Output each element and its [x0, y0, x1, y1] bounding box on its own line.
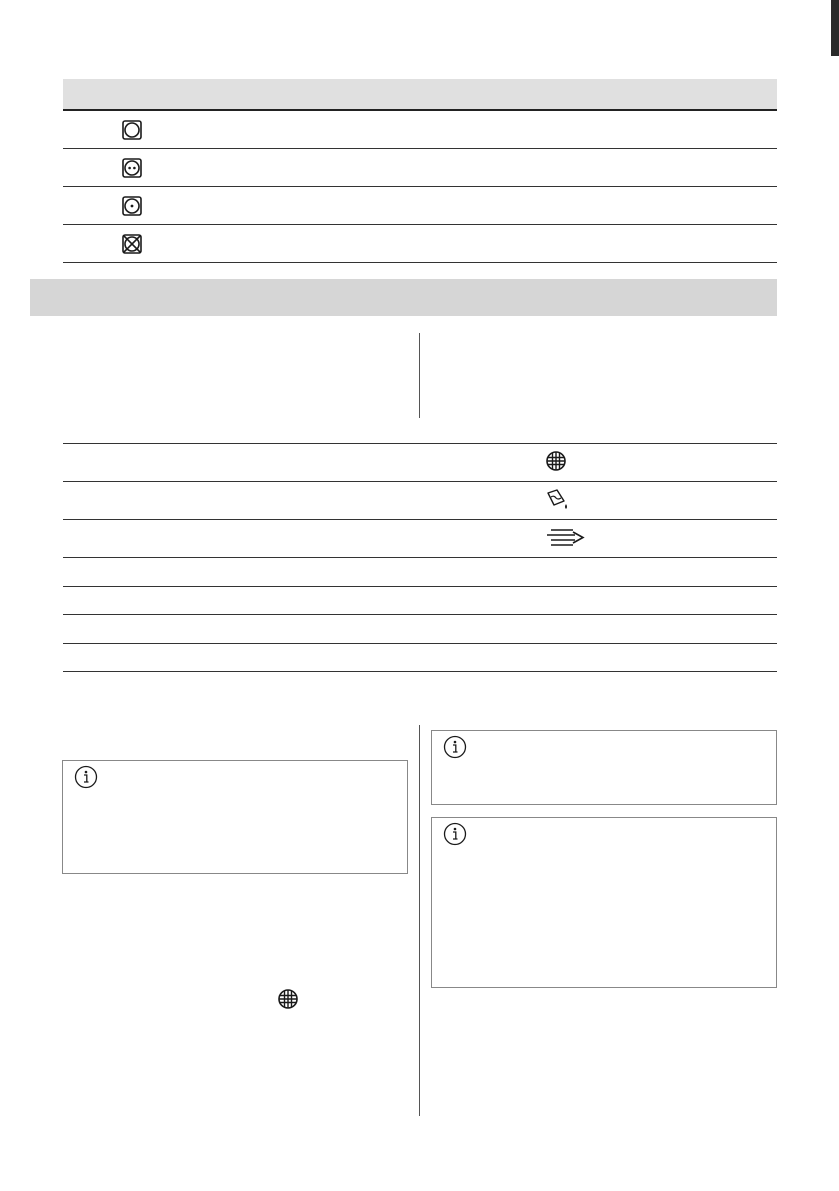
options-table: [63, 443, 777, 672]
info-note-box: [62, 760, 408, 874]
table-row: [63, 587, 777, 616]
table-row: [63, 111, 777, 149]
info-icon: [74, 765, 98, 789]
table-row: [63, 520, 777, 558]
info-note-box: [431, 817, 777, 988]
table-row: [63, 615, 777, 644]
grid-icon: [545, 450, 567, 472]
tumble-dry-low-heat-icon: [122, 196, 142, 216]
do-not-tumble-dry-icon: [122, 234, 142, 254]
care-symbol-table: [63, 79, 777, 263]
table-header: [63, 79, 777, 111]
table-row: [63, 482, 777, 520]
table-row: [63, 187, 777, 225]
water-drop-icon: [545, 488, 571, 512]
column-divider: [419, 333, 420, 418]
info-icon: [443, 822, 467, 846]
table-row: [63, 558, 777, 587]
page-tab-marker: [831, 0, 839, 56]
airflow-arrow-icon: [545, 526, 587, 550]
section-heading-bar: [30, 279, 777, 316]
grid-icon: [277, 988, 299, 1010]
table-row: [63, 444, 777, 482]
table-row: [63, 225, 777, 263]
table-row: [63, 644, 777, 673]
info-icon: [443, 735, 467, 759]
tumble-dry-normal-icon: [122, 120, 142, 140]
tumble-dry-high-heat-icon: [122, 158, 142, 178]
column-divider: [419, 725, 420, 1116]
info-note-box: [431, 730, 777, 805]
table-row: [63, 149, 777, 187]
